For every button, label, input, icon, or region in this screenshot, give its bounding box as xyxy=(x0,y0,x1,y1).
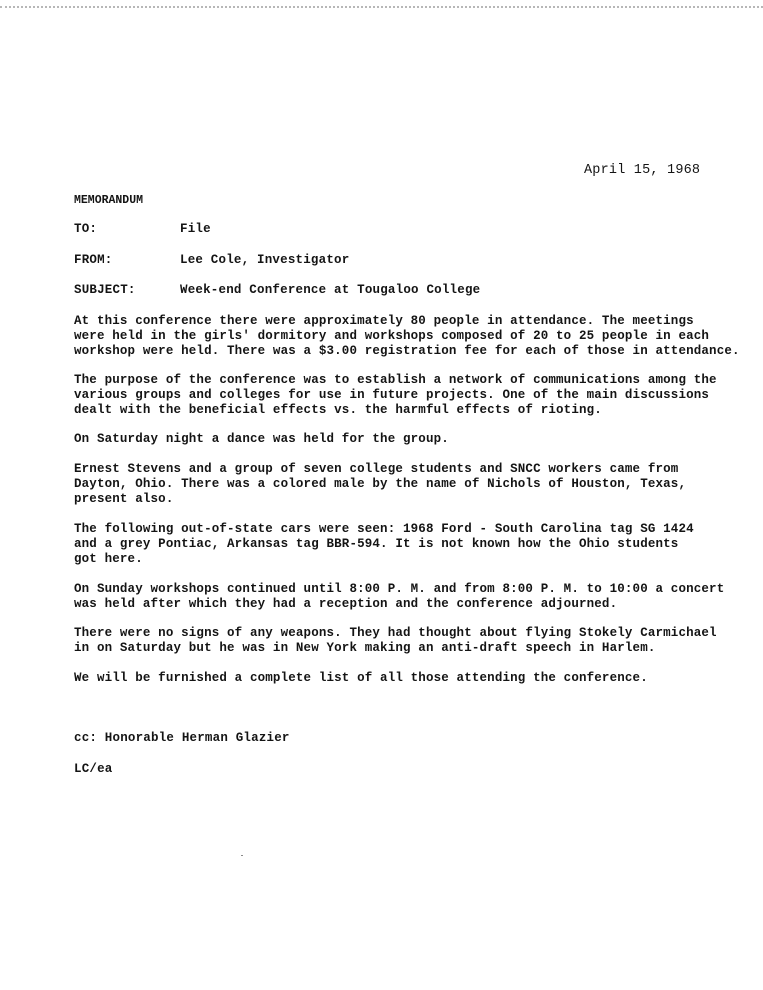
from-value: Lee Cole, Investigator xyxy=(180,253,350,267)
paragraph-line: Dayton, Ohio. There was a colored male by the name of Nichols of Houston, Texas, xyxy=(74,477,687,491)
subject-value: Week-end Conference at Tougaloo College xyxy=(180,283,481,297)
body-paragraph xyxy=(74,373,754,418)
paragraph-line: in on Saturday but he was in New York making an anti-draft speech in Harlem. xyxy=(74,641,656,655)
paragraph-line: On Saturday night a dance was held for the group. xyxy=(74,432,449,446)
paragraph-line: Ernest Stevens and a group of seven college students and SNCC workers came from xyxy=(74,462,679,476)
scan-top-edge xyxy=(0,0,763,8)
paragraph-line: There were no signs of any weapons. They had thought about flying Stokely Carmichael xyxy=(74,626,717,640)
body-paragraph xyxy=(74,432,754,447)
paragraph-line: The purpose of the conference was to establish a network of communications among the xyxy=(74,373,717,387)
body-paragraph xyxy=(74,626,754,656)
paragraph-line: were held in the girls' dormitory and workshops composed of 20 to 25 people in each xyxy=(74,329,710,343)
paragraph-line: was held after which they had a reception and the conference adjourned. xyxy=(74,597,618,611)
paragraph-line: dealt with the beneficial effects vs. the harmful effects of rioting. xyxy=(74,403,602,417)
memo-date: April 15, 1968 xyxy=(584,163,701,178)
cc-line: cc: Honorable Herman Glazier xyxy=(74,731,290,745)
typist-initials: LC/ea xyxy=(74,762,113,776)
from-label: FROM: xyxy=(74,253,113,267)
body-paragraph xyxy=(74,522,754,567)
paragraph-line: On Sunday workshops continued until 8:00 P. M. and from 8:00 P. M. to 10:00 a concert xyxy=(74,582,725,596)
body-paragraph xyxy=(74,582,754,612)
to-value: File xyxy=(180,222,211,236)
paragraph-line: present also. xyxy=(74,492,174,506)
paragraph-line: various groups and colleges for use in future projects. One of the main discussions xyxy=(74,388,710,402)
paragraph-line: and a grey Pontiac, Arkansas tag BBR-594. It is not known how the Ohio students xyxy=(74,537,679,551)
scan-speck xyxy=(241,855,243,856)
body-paragraph xyxy=(74,314,754,359)
paragraph-line: got here. xyxy=(74,552,143,566)
body-paragraph xyxy=(74,671,754,686)
paragraph-line: We will be furnished a complete list of all those attending the conference. xyxy=(74,671,648,685)
paragraph-line: At this conference there were approximately 80 people in attendance. The meetings xyxy=(74,314,694,328)
body-paragraph xyxy=(74,462,754,507)
memo-heading: MEMORANDUM xyxy=(74,194,144,207)
to-label: TO: xyxy=(74,222,98,236)
paragraph-line: workshop were held. There was a $3.00 registration fee for each of those in attendance. xyxy=(74,344,740,358)
subject-label: SUBJECT: xyxy=(74,283,136,297)
paragraph-line: The following out-of-state cars were seen: 1968 Ford - South Carolina tag SG 1424 xyxy=(74,522,694,536)
